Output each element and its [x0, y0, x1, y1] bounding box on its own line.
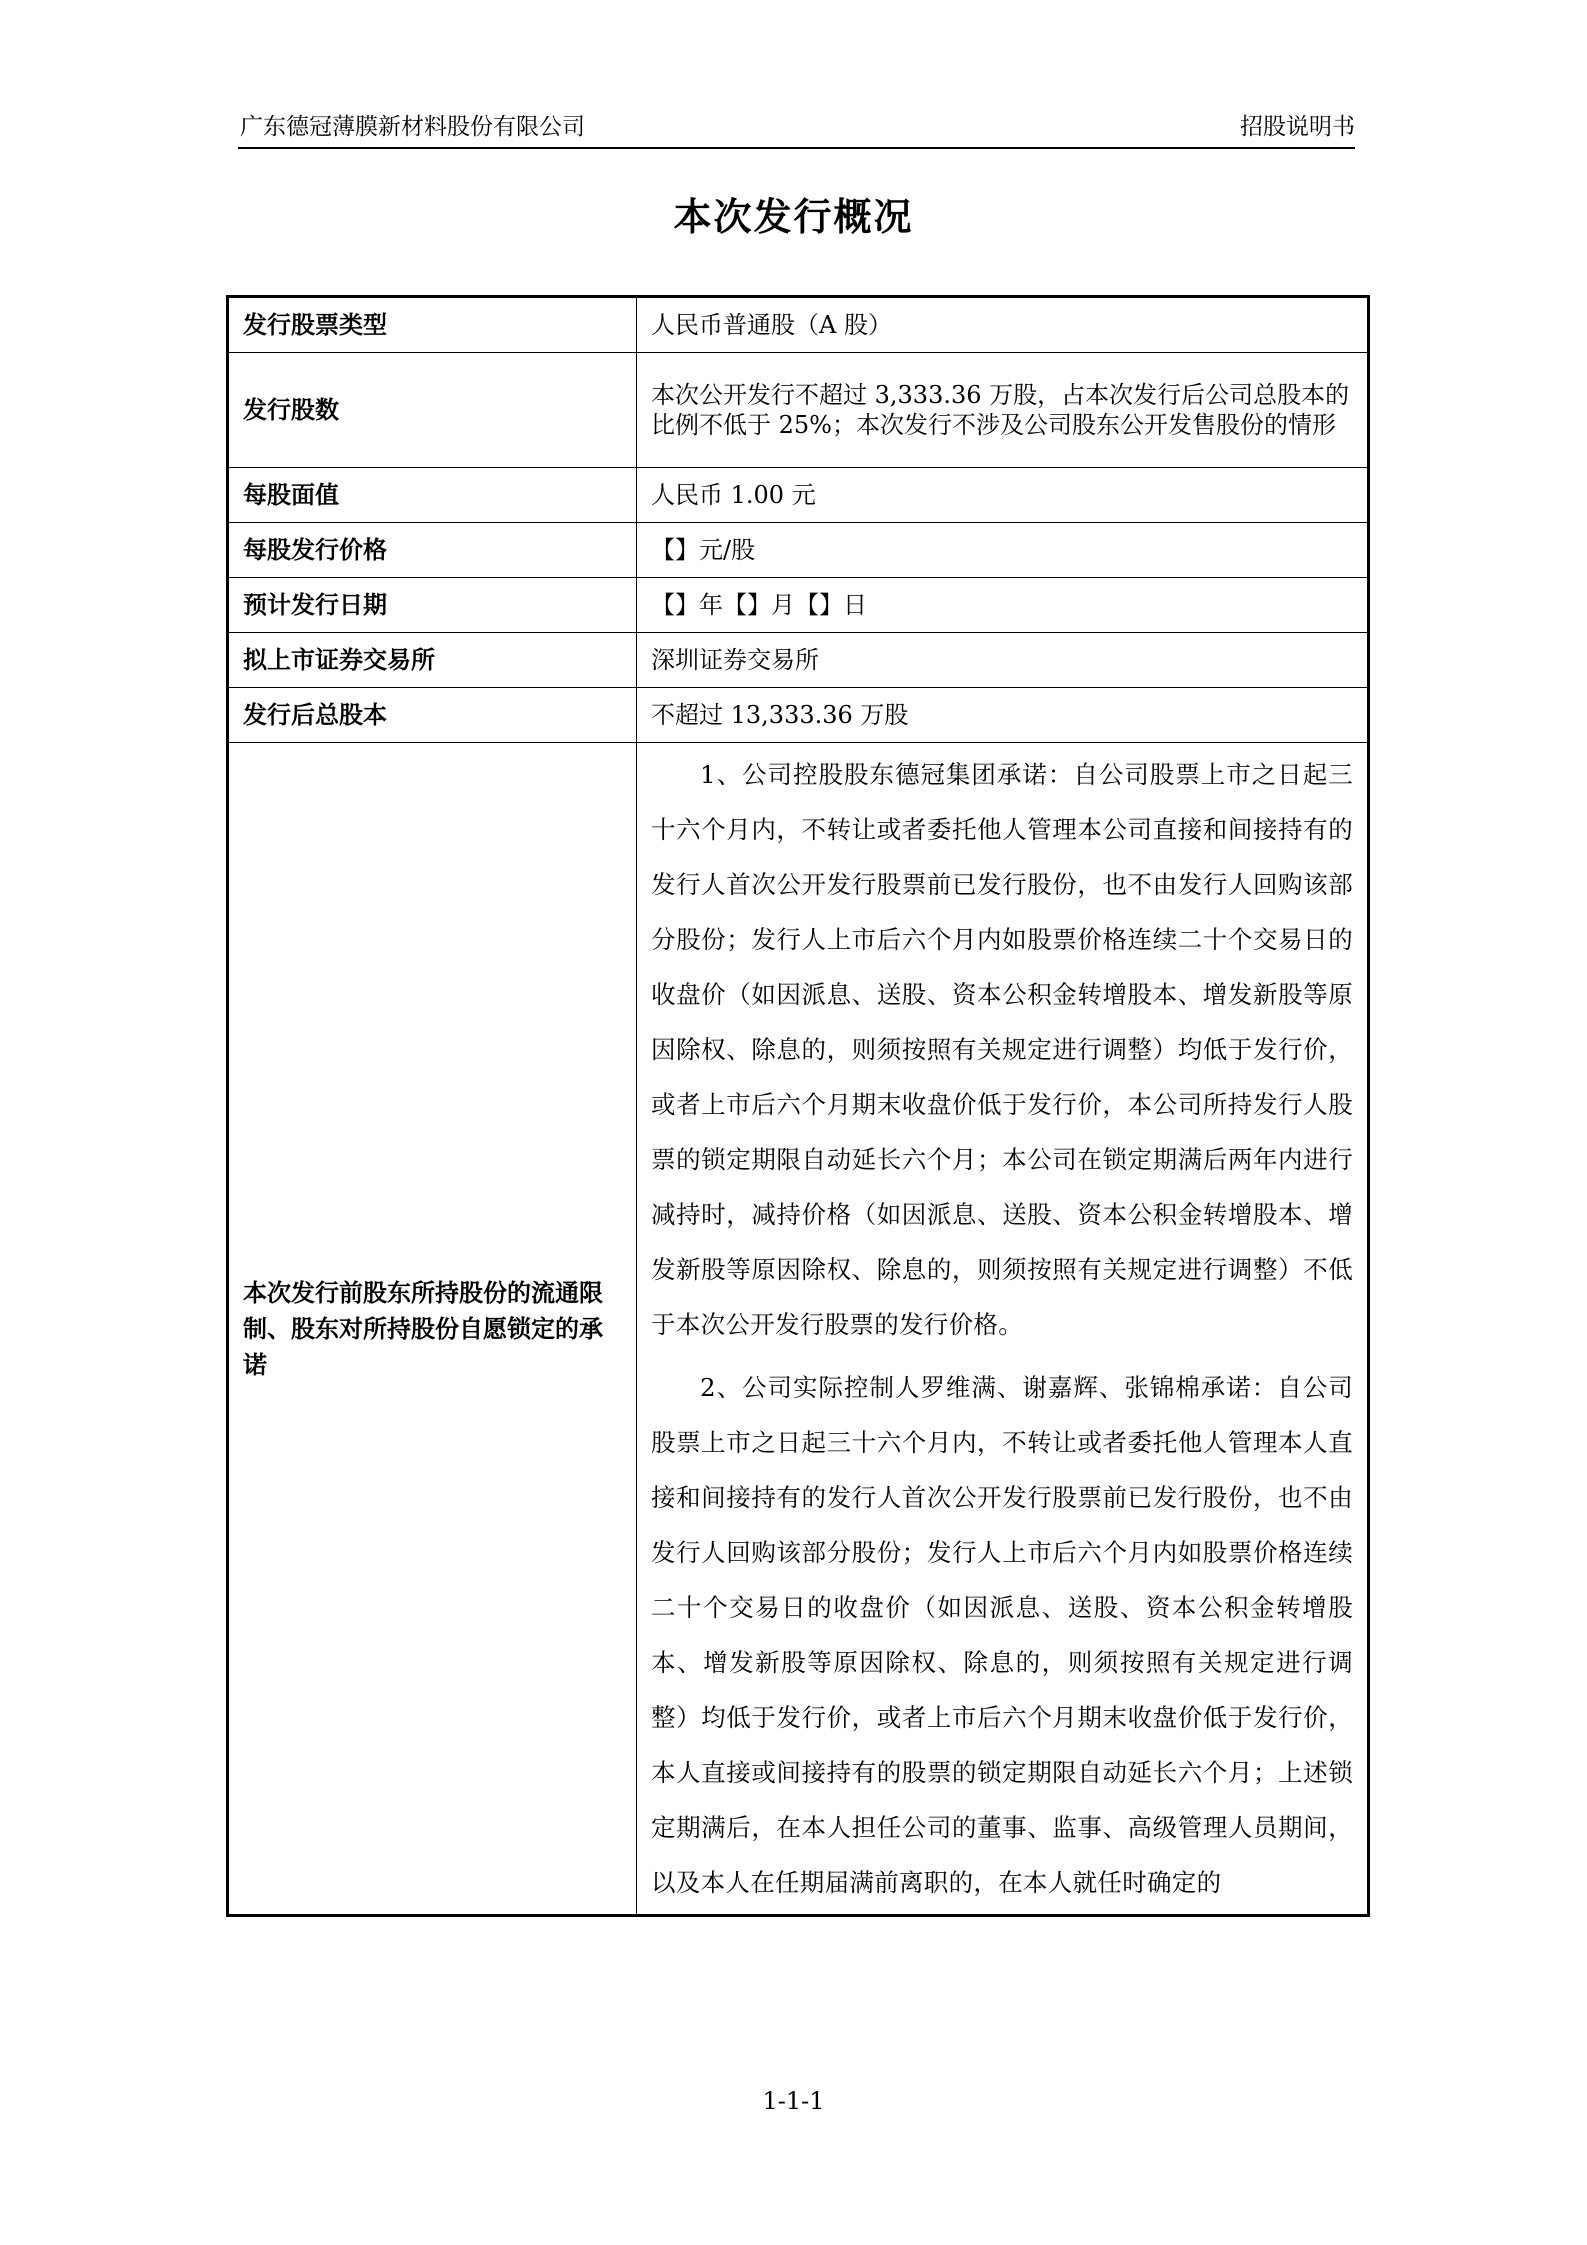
table-row	[228, 743, 1369, 1916]
page-number: 1-1-1	[762, 2087, 825, 2115]
header-doc-type: 招股说明书	[1240, 114, 1355, 140]
table-row	[228, 297, 1369, 353]
issuance-summary-table	[226, 295, 1370, 1917]
row-value: 人民币普通股（A 股）	[637, 297, 1369, 353]
table-row	[228, 468, 1369, 523]
row-label: 每股面值	[228, 468, 637, 523]
row-value: 【】元/股	[637, 523, 1369, 578]
row-value: 深圳证券交易所	[637, 633, 1369, 688]
table-row	[228, 688, 1369, 743]
row-value	[637, 743, 1369, 1916]
commitment-paragraph: 2、公司实际控制人罗维满、谢嘉辉、张锦棉承诺：自公司股票上市之日起三十六个月内，不转让或者委托他人管理本人直接和间接持有的发行人首次公开发行股票前已发行股份，也不由发行人回购该部分股份；发行人上市后六个月内如股票价格连续二十个交易日的收盘价（如因派息、送股、资本公积金转增股本、增发新股等原因除权、除息的，则须按照有关规定进行调整）均低于发行价，或者上市后六个月期末收盘价低于发行价，本人直接或间接持有的股票的锁定期限自动延长六个月；上述锁定期满后，在本人担任公司的董事、监事、高级管理人员期间，以及本人在任期届满前离职的，在本人就任时确定的	[651, 1373, 1353, 1897]
row-value: 不超过 13,333.36 万股	[637, 688, 1369, 743]
row-label: 发行股票类型	[228, 297, 637, 353]
table-row	[228, 578, 1369, 633]
row-label: 发行股数	[228, 353, 637, 468]
table-row	[228, 353, 1369, 468]
row-label: 本次发行前股东所持股份的流通限制、股东对所持股份自愿锁定的承诺	[228, 743, 637, 1916]
commitment-paragraph: 1、公司控股股东德冠集团承诺：自公司股票上市之日起三十六个月内，不转让或者委托他人管理本公司直接和间接持有的发行人首次公开发行股票前已发行股份，也不由发行人回购该部分股份；发行人上市后六个月内如股票价格连续二十个交易日的收盘价（如因派息、送股、资本公积金转增股本、增发新股等原因除权、除息的，则须按照有关规定进行调整）均低于发行价，或者上市后六个月期末收盘价低于发行价，本公司所持发行人股票的锁定期限自动延长六个月；本公司在锁定期满后两年内进行减持时，减持价格（如因派息、送股、资本公积金转增股本、增发新股等原因除权、除息的，则须按照有关规定进行调整）不低于本次公开发行股票的发行价格。	[651, 760, 1353, 1339]
row-value: 人民币 1.00 元	[637, 468, 1369, 523]
header-company: 广东德冠薄膜新材料股份有限公司	[240, 114, 585, 140]
table-row	[228, 523, 1369, 578]
header-divider	[238, 147, 1355, 149]
row-value: 【】年【】月【】日	[637, 578, 1369, 633]
row-label: 每股发行价格	[228, 523, 637, 578]
row-label: 发行后总股本	[228, 688, 637, 743]
table-row	[228, 633, 1369, 688]
row-value: 本次公开发行不超过 3,333.36 万股，占本次发行后公司总股本的比例不低于 25%；本次发行不涉及公司股东公开发售股份的情形	[637, 353, 1369, 468]
page-title: 本次发行概况	[673, 195, 914, 239]
row-label: 预计发行日期	[228, 578, 637, 633]
row-label: 拟上市证券交易所	[228, 633, 637, 688]
